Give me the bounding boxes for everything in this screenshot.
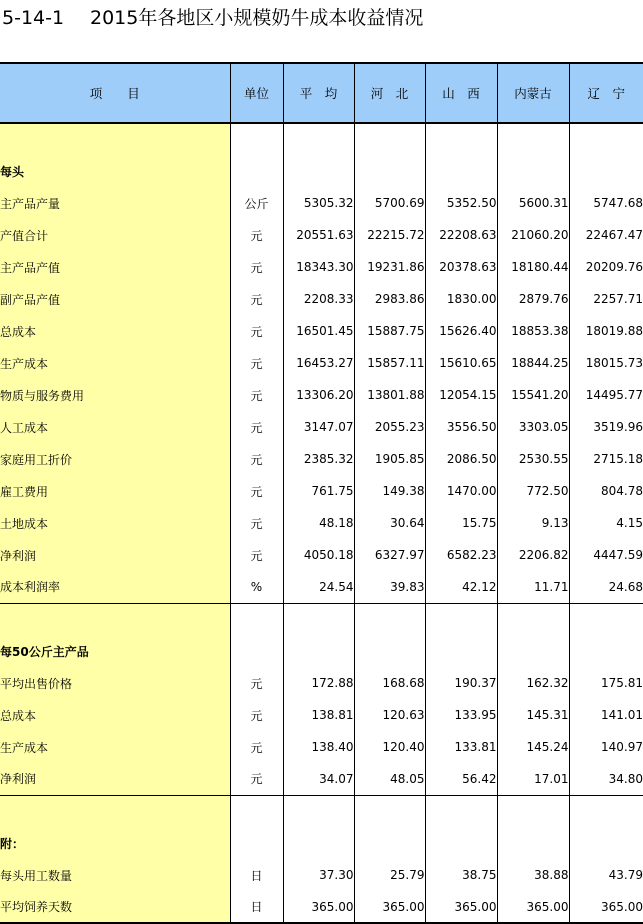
row-value: 14495.77 [585, 388, 643, 402]
value-cell [354, 635, 425, 667]
row-value: 22467.47 [585, 228, 643, 242]
value-cell [497, 155, 569, 187]
section-header-row [0, 155, 643, 187]
row-value: 6327.97 [354, 539, 425, 571]
table-row [0, 731, 643, 763]
value-cell [497, 635, 569, 667]
row-value: 13306.20 [283, 379, 354, 411]
row-unit: 元 [230, 699, 283, 731]
row-value: 2715.18 [593, 452, 643, 466]
row-value: 13801.88 [354, 379, 425, 411]
row-unit: 元 [230, 731, 283, 763]
value-cell [569, 827, 643, 859]
row-value: 4050.18 [283, 539, 354, 571]
row-unit: 元 [230, 443, 283, 475]
row-label: 雇工费用 [0, 475, 230, 507]
row-value: 2983.86 [354, 283, 425, 315]
row-value: 2385.32 [283, 443, 354, 475]
table-title: 2015年各地区小规模奶牛成本收益情况 [90, 7, 424, 29]
row-value: 17.01 [497, 763, 569, 795]
row-value: 365.00 [497, 891, 569, 923]
header-row [0, 63, 643, 123]
value-cell [569, 795, 643, 827]
section-heading: 附： [0, 827, 230, 859]
table-row [0, 283, 643, 315]
row-unit: 元 [230, 539, 283, 571]
row-value: 4.15 [616, 516, 643, 530]
row-label: 生产成本 [0, 731, 230, 763]
row-value: 15610.65 [425, 347, 497, 379]
row-value: 772.50 [497, 475, 569, 507]
value-cell [497, 795, 569, 827]
row-unit: 元 [230, 283, 283, 315]
table-row [0, 347, 643, 379]
row-value: 120.63 [354, 699, 425, 731]
row-value: 15857.11 [354, 347, 425, 379]
row-value: 4447.59 [593, 548, 643, 562]
row-value: 2055.23 [354, 411, 425, 443]
unit-cell [230, 827, 283, 859]
value-cell [283, 155, 354, 187]
row-value: 24.68 [569, 571, 643, 603]
value-cell [425, 635, 497, 667]
row-value: 1905.85 [354, 443, 425, 475]
row-value: 22215.72 [354, 219, 425, 251]
row-value: 3556.50 [425, 411, 497, 443]
table-row [0, 763, 643, 795]
row-value: 133.95 [425, 699, 497, 731]
table-row [0, 859, 643, 891]
row-value: 2206.82 [497, 539, 569, 571]
row-label: 生产成本 [0, 347, 230, 379]
row-value: 24.54 [283, 571, 354, 603]
value-cell [283, 123, 354, 155]
value-cell [354, 123, 425, 155]
row-value: 16501.45 [283, 315, 354, 347]
row-value: 38.88 [497, 859, 569, 891]
table-code: 5-14-1 [2, 7, 65, 29]
value-cell [497, 827, 569, 859]
row-unit: 公斤 [230, 187, 283, 219]
row-value: 34.80 [569, 763, 643, 795]
row-value: 56.42 [425, 763, 497, 795]
row-value: 2879.76 [497, 283, 569, 315]
row-value: 18844.25 [497, 347, 569, 379]
table-row [0, 475, 643, 507]
row-value: 48.18 [283, 507, 354, 539]
row-value: 39.83 [354, 571, 425, 603]
cost-benefit-table [0, 62, 643, 924]
row-unit: % [230, 571, 283, 603]
table-body [0, 123, 643, 923]
row-unit: 元 [230, 475, 283, 507]
row-value: 20378.63 [425, 251, 497, 283]
row-value: 25.79 [354, 859, 425, 891]
row-unit: 元 [230, 219, 283, 251]
row-value: 3519.96 [593, 420, 643, 434]
row-value: 16453.27 [283, 347, 354, 379]
row-value: 5700.69 [354, 187, 425, 219]
row-value: 6582.23 [425, 539, 497, 571]
row-value: 2086.50 [425, 443, 497, 475]
row-label: 平均饲养天数 [0, 891, 230, 923]
spacer-row [0, 123, 643, 155]
row-label: 总成本 [0, 699, 230, 731]
row-value: 162.32 [497, 667, 569, 699]
column-header-liaoning: 辽 宁 [569, 63, 643, 123]
section-heading: 每头 [0, 155, 230, 187]
section-header-row [0, 635, 643, 667]
value-cell [425, 155, 497, 187]
row-value: 11.71 [497, 571, 569, 603]
row-value: 42.12 [425, 571, 497, 603]
row-value: 804.78 [601, 484, 643, 498]
row-label: 净利润 [0, 763, 230, 795]
row-value: 22208.63 [425, 219, 497, 251]
row-value: 365.00 [425, 891, 497, 923]
unit-cell [230, 795, 283, 827]
row-value: 9.13 [497, 507, 569, 539]
row-value: 15887.75 [354, 315, 425, 347]
row-value: 149.38 [354, 475, 425, 507]
value-cell [354, 155, 425, 187]
row-unit: 元 [230, 251, 283, 283]
row-label: 主产品产量 [0, 187, 230, 219]
row-label: 产值合计 [0, 219, 230, 251]
row-value: 18343.30 [283, 251, 354, 283]
section-header-row [0, 827, 643, 859]
column-header-shanxi: 山 西 [425, 63, 497, 123]
unit-cell [230, 123, 283, 155]
row-value: 761.75 [283, 475, 354, 507]
page-title [2, 3, 423, 33]
spacer-row [0, 795, 643, 827]
value-cell [569, 155, 643, 187]
row-value: 3303.05 [497, 411, 569, 443]
row-unit: 日 [230, 891, 283, 923]
table-row [0, 251, 643, 283]
column-header-average: 平 均 [283, 63, 354, 123]
table-row [0, 443, 643, 475]
row-unit: 元 [230, 347, 283, 379]
row-value: 20209.76 [585, 260, 643, 274]
row-label: 人工成本 [0, 411, 230, 443]
row-value: 2257.71 [593, 292, 643, 306]
row-unit: 元 [230, 379, 283, 411]
row-value: 140.97 [601, 740, 643, 754]
table-row [0, 571, 643, 603]
value-cell [569, 123, 643, 155]
label-cell [0, 795, 230, 827]
row-value: 5352.50 [425, 187, 497, 219]
row-unit: 元 [230, 411, 283, 443]
row-value: 365.00 [354, 891, 425, 923]
row-value: 5305.32 [283, 187, 354, 219]
row-value: 1830.00 [425, 283, 497, 315]
unit-cell [230, 603, 283, 635]
row-value: 21060.20 [497, 219, 569, 251]
value-cell [354, 795, 425, 827]
row-value: 43.79 [608, 868, 643, 882]
row-value: 48.05 [354, 763, 425, 795]
row-value: 3147.07 [283, 411, 354, 443]
value-cell [497, 603, 569, 635]
row-label: 每头用工数量 [0, 859, 230, 891]
row-value: 145.24 [497, 731, 569, 763]
section-heading: 每50公斤主产品 [0, 635, 230, 667]
row-value: 18180.44 [497, 251, 569, 283]
row-value: 5600.31 [497, 187, 569, 219]
table-row [0, 315, 643, 347]
row-label: 家庭用工折价 [0, 443, 230, 475]
row-value: 172.88 [283, 667, 354, 699]
row-value: 15.75 [425, 507, 497, 539]
row-value: 18853.38 [497, 315, 569, 347]
row-value: 15541.20 [497, 379, 569, 411]
row-label: 总成本 [0, 315, 230, 347]
value-cell [283, 827, 354, 859]
table-row [0, 507, 643, 539]
unit-cell [230, 155, 283, 187]
row-value: 1470.00 [425, 475, 497, 507]
row-label: 平均出售价格 [0, 667, 230, 699]
table-row [0, 411, 643, 443]
spacer-row [0, 603, 643, 635]
row-value: 37.30 [283, 859, 354, 891]
row-value: 168.68 [354, 667, 425, 699]
row-unit: 元 [230, 667, 283, 699]
row-value: 120.40 [354, 731, 425, 763]
column-header-neimenggu: 内蒙古 [497, 63, 569, 123]
row-label: 土地成本 [0, 507, 230, 539]
value-cell [425, 827, 497, 859]
row-value: 19231.86 [354, 251, 425, 283]
row-value: 2530.55 [497, 443, 569, 475]
row-label: 成本利润率 [0, 571, 230, 603]
column-header-item: 项 目 [0, 63, 230, 123]
row-value: 365.00 [283, 891, 354, 923]
row-unit: 元 [230, 507, 283, 539]
table-row [0, 667, 643, 699]
table-row [0, 539, 643, 571]
row-unit: 日 [230, 859, 283, 891]
value-cell [425, 603, 497, 635]
value-cell [354, 603, 425, 635]
value-cell [497, 123, 569, 155]
table-row [0, 379, 643, 411]
row-value: 190.37 [425, 667, 497, 699]
row-value: 18019.88 [585, 324, 643, 338]
row-unit: 元 [230, 315, 283, 347]
row-value: 18015.73 [585, 356, 643, 370]
row-value: 133.81 [425, 731, 497, 763]
value-cell [283, 603, 354, 635]
table-row [0, 891, 643, 923]
label-cell [0, 123, 230, 155]
row-label: 物质与服务费用 [0, 379, 230, 411]
row-value: 138.81 [283, 699, 354, 731]
unit-cell [230, 635, 283, 667]
value-cell [283, 635, 354, 667]
row-value: 2208.33 [283, 283, 354, 315]
label-cell [0, 603, 230, 635]
row-value: 12054.15 [425, 379, 497, 411]
row-label: 副产品产值 [0, 283, 230, 315]
value-cell [569, 635, 643, 667]
row-value: 34.07 [283, 763, 354, 795]
row-value: 20551.63 [283, 219, 354, 251]
row-label: 净利润 [0, 539, 230, 571]
row-unit: 元 [230, 763, 283, 795]
value-cell [283, 795, 354, 827]
value-cell [425, 123, 497, 155]
row-value: 15626.40 [425, 315, 497, 347]
value-cell [569, 603, 643, 635]
value-cell [354, 827, 425, 859]
row-value: 145.31 [497, 699, 569, 731]
table-row [0, 699, 643, 731]
row-value: 38.75 [425, 859, 497, 891]
column-header-unit: 单位 [230, 63, 283, 123]
row-value: 365.00 [569, 891, 643, 923]
row-value: 175.81 [601, 676, 643, 690]
column-header-hebei: 河 北 [354, 63, 425, 123]
row-value: 141.01 [601, 708, 643, 722]
row-value: 138.40 [283, 731, 354, 763]
value-cell [425, 795, 497, 827]
row-label: 主产品产值 [0, 251, 230, 283]
row-value: 5747.68 [593, 196, 643, 210]
row-value: 30.64 [354, 507, 425, 539]
table-row [0, 219, 643, 251]
table-row [0, 187, 643, 219]
